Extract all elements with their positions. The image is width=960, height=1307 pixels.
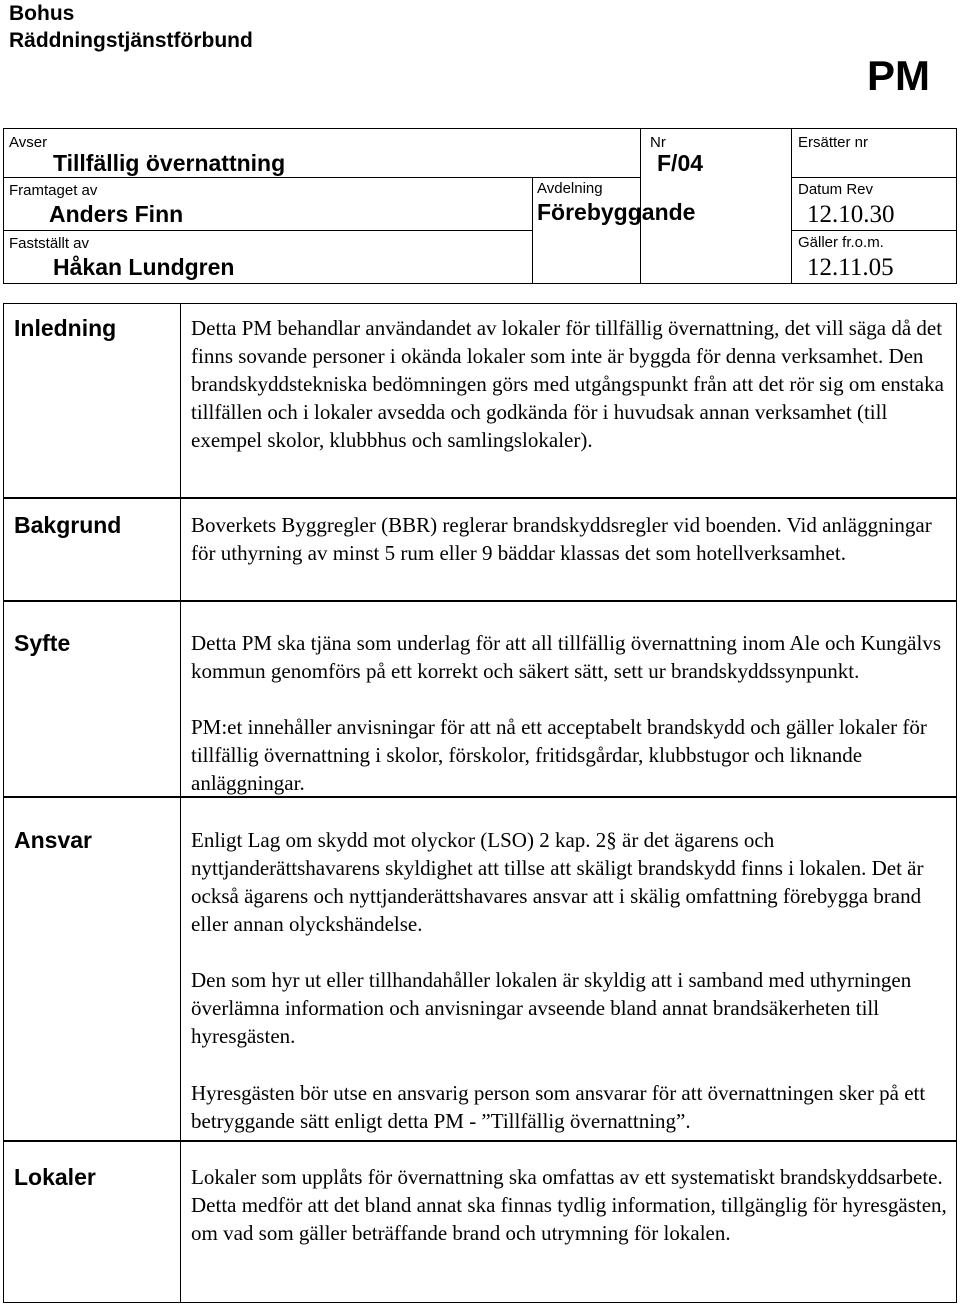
section-text-ansvar-1: Enligt Lag om skydd mot olyckor (LSO) 2 kap. 2§ är det ägarens och nyttjanderättshavarens skyldighet att tillse att skäligt brandskydd finns i lokalen. Det är också ägarens och nyttjanderättshavares ansvar att i skälig omfattning förebygga brand eller annan olyckshändelse. bbox=[191, 828, 924, 936]
section-text-inledning: Detta PM behandlar användandet av lokaler för tillfällig övernattning, det vill säga då det finns sovande personer i okända lokaler som inte är byggda för denna verksamhet. Den brandskyddstekniska bedömningen görs med utgångspunkt från att det rör sig om enstaka tillfällen och i lokaler avsedda och godkända för i huvudsak annan verksamhet (till exempel skolor, klubbhus och samlingslokaler). bbox=[191, 316, 944, 452]
divider bbox=[180, 1142, 181, 1302]
section-title-lokaler: Lokaler bbox=[14, 1164, 96, 1190]
section-title-ansvar: Ansvar bbox=[14, 827, 92, 853]
divider bbox=[532, 177, 640, 178]
ersatter-label: Ersätter nr bbox=[798, 134, 869, 151]
galler-label: Gäller fr.o.m. bbox=[798, 234, 884, 251]
divider bbox=[791, 177, 956, 178]
section-text-syfte-2: PM:et innehåller anvisningar för att nå ett acceptabelt brandskydd och gäller lokaler för tillfällig övernattning i skolor, förskolor, fritidsgårdar, klubbstugor och liknande anläggningar. bbox=[191, 715, 927, 795]
section-title-bakgrund: Bakgrund bbox=[14, 512, 122, 538]
organization-name bbox=[9, 0, 253, 54]
avser-value: Tillfällig övernattning bbox=[53, 150, 286, 176]
datum-value: 12.10.30 bbox=[807, 201, 895, 228]
section-text-lokaler: Lokaler som upplåts för övernattning ska omfattas av ett systematiskt brandskyddsarbete. Detta medför att det bland annat ska finnas tydlig information, tillgänglig för hyresgästen, om vad som gäller beträffande brand och utrymning för lokalen. bbox=[191, 1165, 947, 1245]
header-table bbox=[3, 128, 957, 284]
divider bbox=[180, 304, 181, 497]
divider bbox=[791, 230, 956, 231]
section-text-bakgrund: Boverkets Byggregler (BBR) reglerar brandskyddsregler vid boenden. Vid anläggningar för uthyrning av minst 5 rum eller 9 bäddar klassas det som hotellverksamhet. bbox=[191, 513, 932, 565]
datum-label: Datum Rev bbox=[798, 181, 874, 198]
divider bbox=[791, 129, 792, 283]
nr-label: Nr bbox=[650, 134, 666, 151]
nr-value: F/04 bbox=[657, 150, 704, 176]
section-text-ansvar-2: Den som hyr ut eller tillhandahåller lokalen är skyldig att i samband med uthyrningen överlämna information och anvisningar avseende bland annat brandsäkerheten till hyresgästen. bbox=[191, 968, 912, 1048]
framtaget-label: Framtaget av bbox=[9, 182, 98, 199]
section-title-syfte: Syfte bbox=[14, 630, 71, 656]
avser-label: Avser bbox=[9, 134, 48, 151]
faststallt-value: Håkan Lundgren bbox=[53, 254, 235, 280]
divider bbox=[4, 230, 532, 231]
avdelning-value: Förebyggande bbox=[537, 199, 696, 225]
faststallt-label: Fastställt av bbox=[9, 235, 90, 252]
section-text-ansvar-3: Hyresgästen bör utse en ansvarig person som ansvarar för att övernattningen sker på ett betryggande sätt enligt detta PM - ”Tillfällig övernattning”. bbox=[191, 1081, 926, 1133]
divider bbox=[4, 177, 532, 178]
section-title-inledning: Inledning bbox=[14, 315, 117, 341]
divider bbox=[180, 602, 181, 796]
organization-line-2: Räddningstjänstförbund bbox=[9, 29, 253, 52]
document-type: PM bbox=[867, 52, 930, 99]
divider bbox=[532, 177, 533, 283]
organization-line-1: Bohus bbox=[9, 2, 75, 25]
galler-value: 12.11.05 bbox=[807, 254, 894, 281]
section-text-syfte-1: Detta PM ska tjäna som underlag för att all tillfällig övernattning inom Ale och Kungälvs kommun genomförs på ett korrekt och säkert sätt, sett ur brandskyddssynpunkt. bbox=[191, 631, 942, 683]
framtaget-value: Anders Finn bbox=[49, 201, 184, 227]
divider bbox=[180, 499, 181, 600]
avdelning-label: Avdelning bbox=[537, 180, 603, 197]
divider bbox=[180, 798, 181, 1140]
